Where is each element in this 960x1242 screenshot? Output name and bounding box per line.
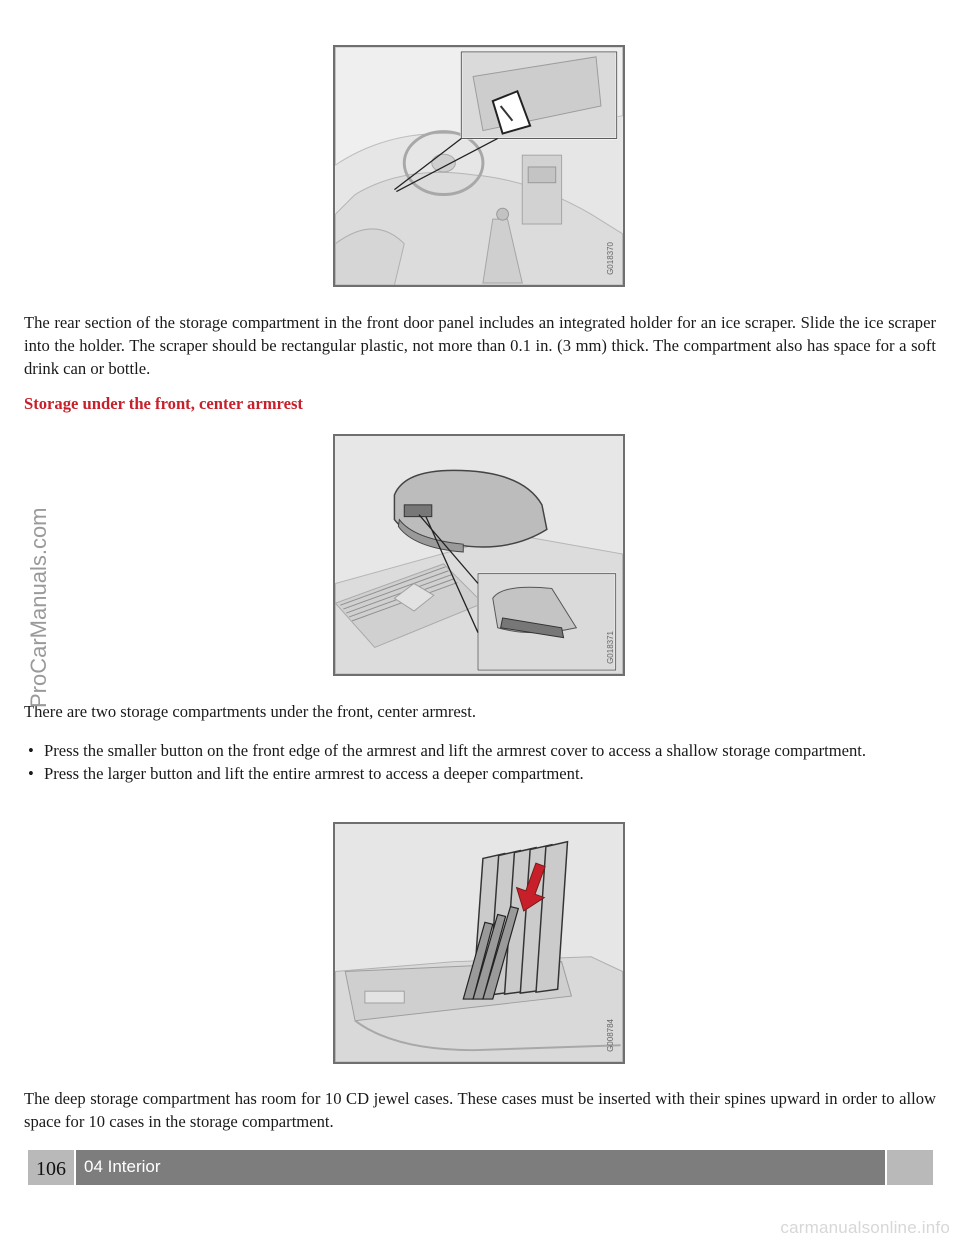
page-footer <box>28 1150 933 1185</box>
list-item: • Press the larger button and lift the entire armrest to access a deeper compartment. <box>28 764 584 783</box>
bullet-icon: • <box>28 741 34 760</box>
figure-armrest <box>333 434 625 676</box>
list-item: • Press the smaller button on the front edge of the armrest and lift the armrest cover to access a shallow storage compartment. <box>28 741 867 760</box>
page-number: 106 <box>28 1150 74 1185</box>
dashboard-illustration-icon <box>335 47 623 285</box>
bullet-icon: • <box>28 764 34 783</box>
section-heading: Storage under the front, center armrest <box>24 394 303 413</box>
paragraph-armrest-intro: There are two storage compartments under the front, center armrest. <box>24 702 476 721</box>
watermark-text: ProCarManuals.com <box>26 507 51 708</box>
figure-code: G018371 <box>606 631 615 664</box>
footer-end-box <box>887 1150 933 1185</box>
armrest-illustration-icon <box>335 436 623 674</box>
cd-storage-illustration-icon <box>335 824 623 1062</box>
chapter-title: 04 Interior <box>84 1157 161 1176</box>
paragraph-ice-scraper: The rear section of the storage compartment in the front door panel includes an integrated holder for an ice scraper. Slide the ice scraper into the holder. The scraper should be rectangular plastic, not more than 0.1 in. (3 mm) thick. The compartment also has space for a soft drink can or bottle. <box>24 313 936 378</box>
figure-code: G018370 <box>606 242 615 275</box>
bullet-list <box>24 739 936 785</box>
chapter-bar <box>76 1150 885 1185</box>
figure-dashboard <box>333 45 625 287</box>
paragraph-cd-storage: The deep storage compartment has room for 10 CD jewel cases. These cases must be inserted with their spines upward in order to allow space for 10 cases in the storage compartment. <box>24 1089 936 1131</box>
figure-code: G008784 <box>606 1019 615 1052</box>
site-watermark: carmanualsonline.info <box>780 1218 950 1237</box>
figure-cd-storage <box>333 822 625 1064</box>
